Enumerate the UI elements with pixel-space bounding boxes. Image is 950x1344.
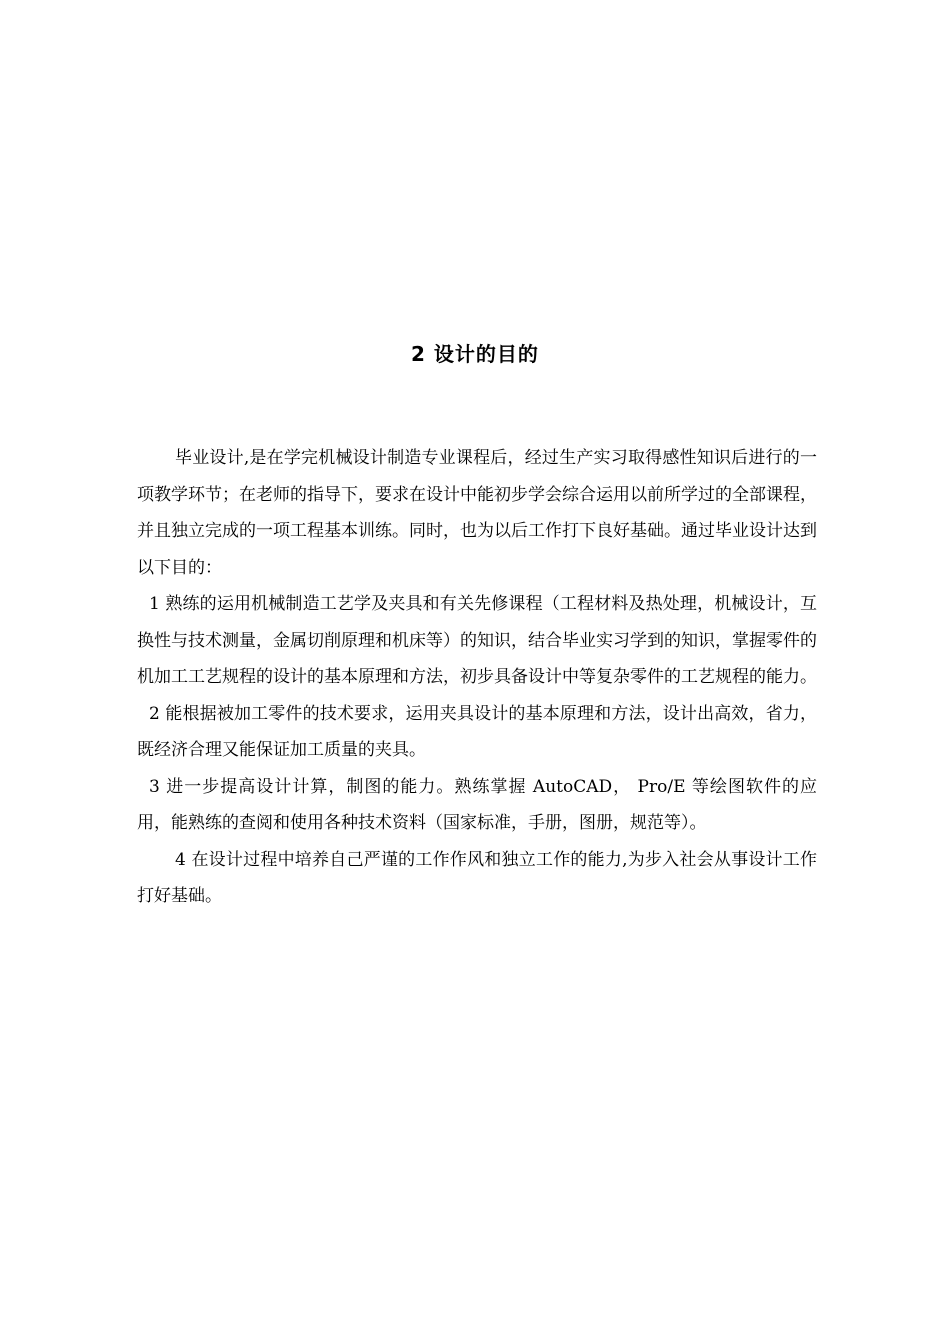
objective-item-2: 2 能根据被加工零件的技术要求，运用夹具设计的基本原理和方法，设计出高效，省力，既经济合理又能保证加工质量的夹具。 — [137, 703, 817, 760]
body-text — [137, 440, 817, 915]
intro-paragraph: 毕业设计,是在学完机械设计制造专业课程后，经过生产实习取得感性知识后进行的一项教学环节；在老师的指导下，要求在设计中能初步学会综合运用以前所学过的全部课程，并且独立完成的一项工程基本训练。同时，也为以后工作打下良好基础。通过毕业设计达到以下目的： — [137, 448, 817, 578]
objective-item-1: 1 熟练的运用机械制造工艺学及夹具和有关先修课程（工程材料及热处理，机械设计，互换性与技术测量，金属切削原理和机床等）的知识，结合毕业实习学到的知识，掌握零件的机加工工艺规程的设计的基本原理和方法，初步具备设计中等复杂零件的工艺规程的能力。 — [137, 594, 817, 687]
objective-item-3: 3 进一步提高设计计算，制图的能力。熟练掌握 AutoCAD， Pro/E 等绘图软件的应用，能熟练的查阅和使用各种技术资料（国家标准，手册，图册，规范等）。 — [137, 776, 817, 833]
section-title: 2 设计的目的 — [411, 342, 539, 366]
objective-item-4: 4 在设计过程中培养自己严谨的工作作风和独立工作的能力,为步入社会从事设计工作打好基础。 — [137, 849, 817, 906]
